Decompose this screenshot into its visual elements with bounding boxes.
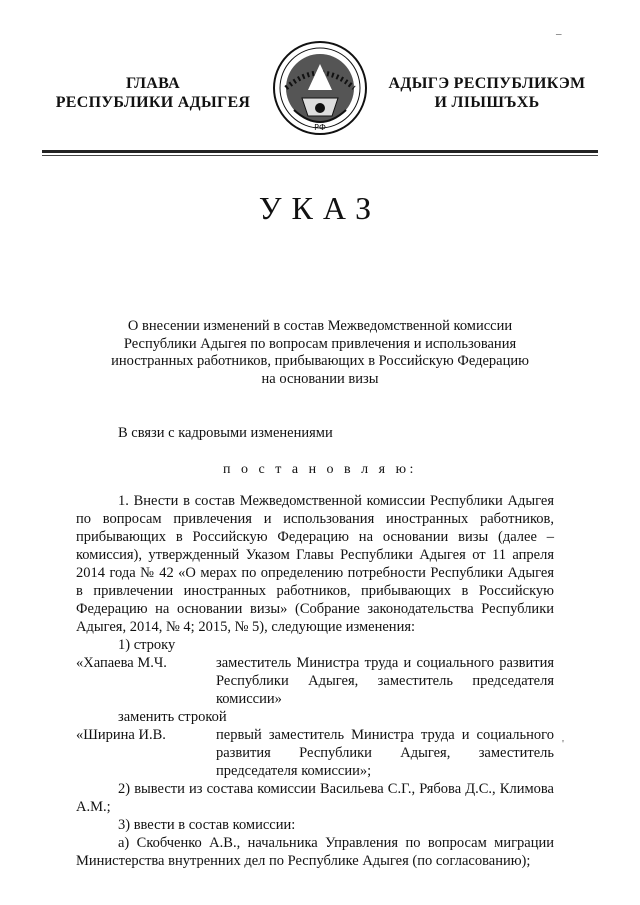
- member-row-old: [76, 654, 554, 708]
- subject-line-2: Республики Адыгея по вопросам привлечения и использования: [123, 335, 517, 352]
- member-old-name: «Хапаева М.Ч.: [76, 655, 167, 671]
- sub-item-3: 3) ввести в состав комиссии:: [118, 817, 296, 833]
- header-divider: [42, 150, 598, 153]
- header-left-line-2: РЕСПУБЛИКИ АДЫГЕЯ: [55, 94, 251, 111]
- header-divider-thin: [42, 155, 598, 156]
- replace-text: заменить строкой: [118, 709, 227, 725]
- member-new-position: первый заместитель Министра труда и социального развития Республики Адыгея, заместитель председателя комиссии»;: [216, 727, 554, 779]
- intro-text: В связи с кадровыми изменениями: [118, 425, 333, 441]
- header-right-title: [382, 74, 592, 112]
- sub-item-2: 2) вывести из состава комиссии Васильева С.Г., Рябова Д.С., Климова А.М.;: [76, 781, 554, 815]
- decree-word: п о с т а н о в л я ю:: [223, 462, 417, 477]
- member-new-name: «Ширина И.В.: [76, 727, 166, 743]
- header-left-title: [48, 74, 258, 112]
- svg-text:РФ: РФ: [314, 123, 326, 132]
- item-1-text: 1. Внести в состав Межведомственной комиссии Республики Адыгея по вопросам привлечения и использования иностранных работников, прибывающих в Российскую Федерацию на основании визы (далее – комиссия), утвержденный Указом Главы Республики Адыгея от 11 апреля 2014 года № 42 «О мерах по определению потребности Республики Адыгея в привлечении иностранных работников, прибывающих в Российскую Федерацию на основании визы» (Собрание законодательства Республики Адыгея, 2014, № 4; 2015, № 5), следующие изменения:: [76, 493, 554, 635]
- member-old-position: заместитель Министра труда и социального развития Республики Адыгея, заместитель председателя комиссии»: [216, 655, 554, 707]
- sub-item-3a: а) Скобченко А.В., начальника Управления по вопросам миграции Министерства внутренних дел по Республике Адыгея (по согласованию);: [76, 835, 554, 869]
- document-body: [76, 492, 554, 870]
- subject-line-4: на основании визы: [261, 370, 379, 387]
- member-row-new: [76, 726, 554, 780]
- document-title: УКАЗ: [258, 190, 382, 226]
- header-right-line-1: АДЫГЭ РЕСПУБЛИКЭМ: [388, 75, 586, 92]
- subject-line-1: О внесении изменений в состав Межведомственной комиссии: [127, 318, 513, 334]
- scan-mark: –: [556, 28, 562, 40]
- document-subject: [90, 318, 550, 388]
- sub-item-1: 1) строку: [118, 637, 176, 653]
- header-right-line-2: И ЛІЫШЪХЬ: [434, 94, 540, 111]
- subject-line-3: иностранных работников, прибывающих в Российскую Федерацию: [111, 353, 529, 369]
- header-left-line-1: ГЛАВА: [126, 75, 180, 92]
- adygea-coat-of-arms-icon: [272, 38, 368, 138]
- scan-mark-2: ': [562, 738, 564, 750]
